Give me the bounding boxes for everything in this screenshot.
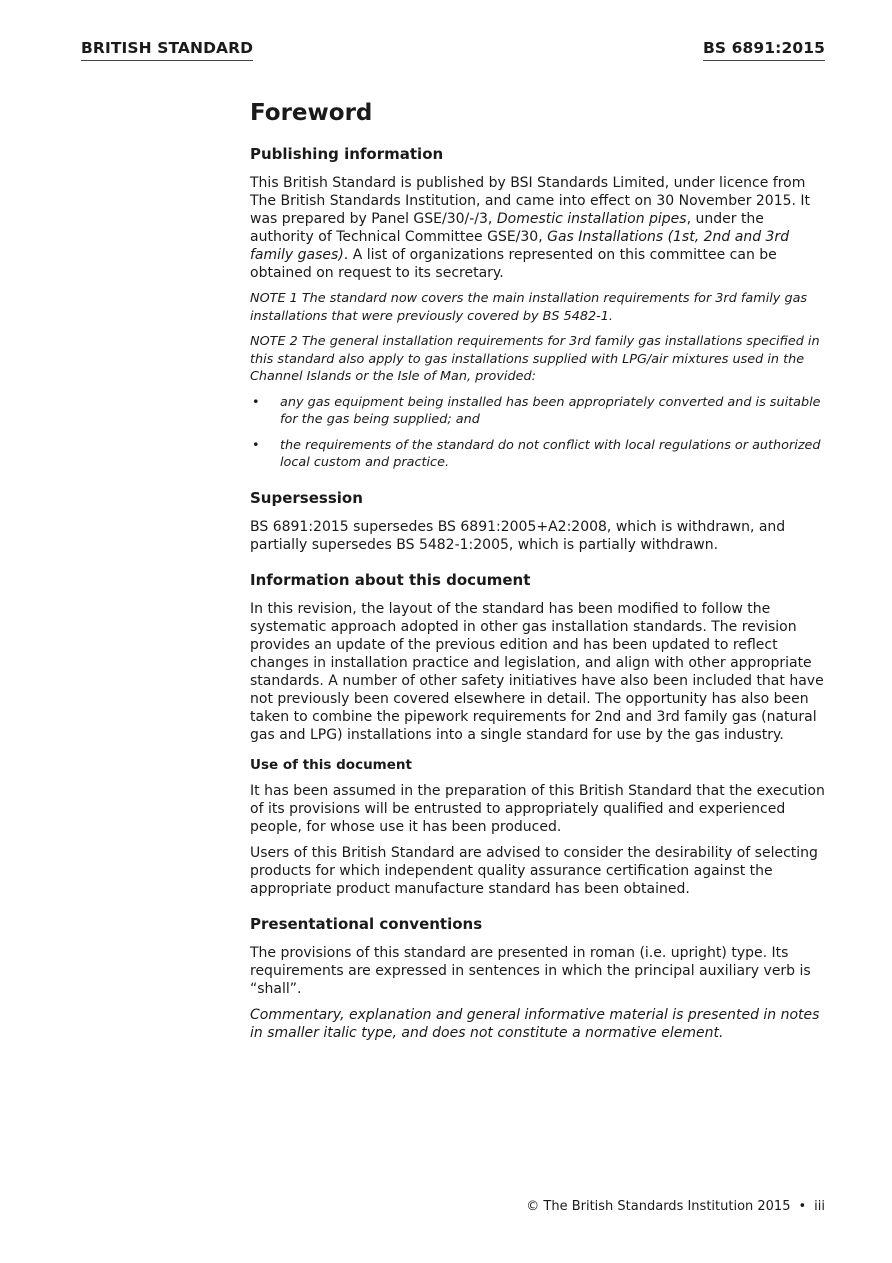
list-item (250, 437, 826, 472)
publishing-paragraph (250, 174, 826, 282)
list-item-text: any gas equipment being installed has been appropriately converted and is suitable for the gas being supplied; and (280, 394, 821, 427)
page-header (81, 39, 825, 67)
supersession-paragraph: BS 6891:2015 supersedes BS 6891:2005+A2:2008, which is withdrawn, and partially supersedes BS 5482-1:2005, which is partially withdrawn. (250, 518, 786, 553)
presentational-paragraph-2: Commentary, explanation and general informative material is presented in notes in smaller italic type, and does not constitute a normative element. (250, 1006, 820, 1041)
page-title: Foreword (250, 100, 373, 126)
list-item (250, 394, 826, 429)
text-run: . A list of organizations represented on this committee can be obtained on request to its secretary. (250, 247, 777, 281)
section-heading: Publishing information (250, 145, 444, 163)
note-1: NOTE 1 The standard now covers the main installation requirements for 3rd family gas installations that were previously covered by BS 5482-1. (250, 291, 808, 324)
section-heading: Presentational conventions (250, 914, 483, 933)
text-run-italic: Domestic installation pipes (496, 211, 687, 227)
section-heading: Information about this document (250, 570, 531, 589)
section-supersession (250, 488, 826, 554)
section-information-about-document (250, 570, 826, 744)
text-run: , under the authority of Technical Committee GSE/30, (250, 211, 764, 245)
section-presentational-conventions (250, 914, 826, 1042)
header-standard-number: BS 6891:2015 (703, 39, 825, 61)
section-publishing-information (250, 144, 826, 472)
information-paragraph: In this revision, the layout of the standard has been modified to follow the systematic approach adopted in other gas installation standards. The revision provides an update of the previous edition and has been updated to reflect changes in installation practice and legislation, and align with other appropriate standards. A number of other safety initiatives have also been included that have not previously been covered elsewhere in detail. The opportunity has also been taken to combine the pipework requirements for 2nd and 3rd family gas (natural gas and LPG) installations into a single standard for use by the gas industry. (250, 600, 824, 743)
bullet-icon: • (252, 394, 260, 410)
list-item-text: the requirements of the standard do not conflict with local regulations or authorized local custom and practice. (280, 437, 821, 470)
presentational-paragraph-1: The provisions of this standard are presented in roman (i.e. upright) type. Its requirements are expressed in sentences in which the principal auxiliary verb is “shall”. (250, 944, 811, 997)
use-paragraph-2: Users of this British Standard are advised to consider the desirability of selecting products for which independent quality assurance certification against the appropriate product manufacture standard has been obtained. (250, 844, 818, 897)
text-run: This British Standard is published by BSI Standards Limited, under licence from The British Standards Institution, and came into effect on 30 November 2015. It was prepared by Panel GSE/30/-/3, (250, 175, 811, 227)
copyright-text: © The British Standards Institution 2015 (526, 1199, 791, 1214)
section-use-of-document (250, 756, 826, 898)
note-2: NOTE 2 The general installation requirements for 3rd family gas installations specified in this standard also apply to gas installations supplied with LPG/air mixtures used in the Channel Islands or the Isle of Man, provided: (250, 334, 820, 384)
use-paragraph-1: It has been assumed in the preparation of this British Standard that the execution of its provisions will be entrusted to appropriately qualified and experienced people, for whose use it has been produced. (250, 782, 825, 835)
section-heading: Supersession (250, 488, 363, 507)
note-2-list (250, 394, 826, 472)
page-footer (526, 1198, 825, 1216)
text-run-italic: Gas Installations (1st, 2nd and 3rd family gases) (250, 229, 790, 263)
bullet-icon: • (252, 437, 260, 453)
bullet-icon: • (798, 1199, 807, 1214)
header-publisher: BRITISH STANDARD (81, 39, 253, 61)
document-body (250, 96, 826, 1050)
subsection-heading: Use of this document (250, 756, 412, 773)
page-number: iii (814, 1199, 825, 1214)
